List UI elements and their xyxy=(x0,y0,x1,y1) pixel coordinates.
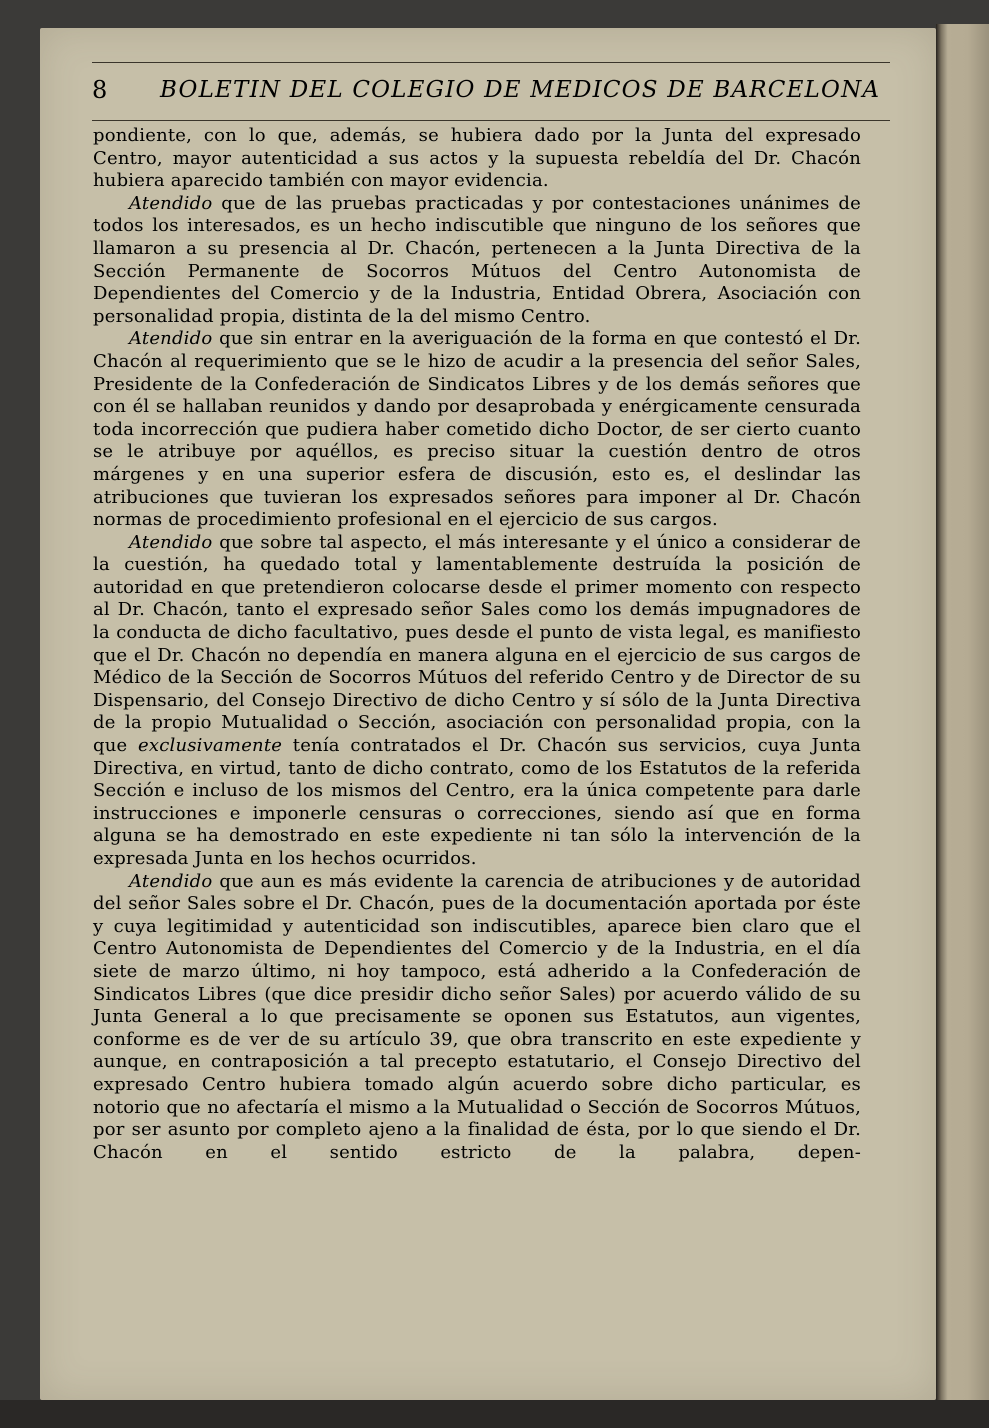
paragraph-lead: Atendido xyxy=(129,870,213,892)
paragraph-atendido-2 xyxy=(93,328,861,531)
paragraph-lead: Atendido xyxy=(129,192,213,214)
paragraph-atendido-3 xyxy=(93,532,861,871)
paragraph-atendido-1 xyxy=(93,193,861,329)
paragraph-text: que de las pruebas practicadas y por contestaciones unánimes de todos los interesados, es un hecho indiscutible que ninguno de los señores que llamaron a su presencia al Dr. Chacón, pertenecen a la Junta Directiva de la Sección Permanente de Socorros Mútuos del Centro Autonomista de Dependientes del Comercio y de la Industria, Entidad Obrera, Asociación con personalidad propia, distinta de la del mismo Centro. xyxy=(93,192,861,327)
header-rule-top xyxy=(92,62,890,63)
paragraph-text: pondiente, con lo que, además, se hubiera dado por la Junta del expresado Centro, mayor autenticidad a sus actos y la supuesta rebeldía del Dr. Chacón hubiera aparecido también con mayor evidencia. xyxy=(93,125,861,192)
paragraph-emphasis: exclusivamente xyxy=(138,735,283,757)
paragraph-text: que sobre tal aspecto, el más interesante y el único a considerar de la cuestión, ha quedado total y lamentablemente destruída la posición de autoridad en que pretendieron colocarse desde el primer momento con respecto al Dr. Chacón, tanto el expresado señor Sales como los demás impugnadores de la conducta de dicho facultativo, pues desde el punto de vista legal, es manifiesto que el Dr. Chacón no dependía en manera alguna en el ejercicio de sus cargos de Médico de la Sección de Socorros Mútuos del referido Centro y de Director de su Dispensario, del Consejo Directivo de dicho Centro y sí sólo de la Junta Directiva de la propio Mutualidad o Sección, asociación con personalidad propia, con la que xyxy=(93,531,861,757)
scan-bottom-border xyxy=(0,1400,989,1428)
paragraph-text: que aun es más evidente la carencia de atribuciones y de autoridad del señor Sales sobre el Dr. Chacón, pues de la documentación aportada por éste y cuya legitimidad y autenticidad son indiscutibles, aparece bien claro que el Centro Autonomista de Dependientes del Comercio y de la Industria, en el día siete de marzo último, ni hoy tampoco, está adherido a la Confederación de Sindicatos Libres (que dice presidir dicho señor Sales) por acuerdo válido de su Junta General a lo que precisamente se oponen sus Estatutos, aun vigentes, conforme es de ver de su artículo 39, que obra transcrito en este expediente y aunque, en contraposición a tal precepto estatutario, el Consejo Directivo del expresado Centro hubiera tomado algún acuerdo sobre dicho particular, es notorio que no afectaría el mismo a la Mutualidad o Sección de Socorros Mútuos, por ser asunto por completo ajeno a la finalidad de ésta, por lo que siendo el Dr. Chacón en el sentido estricto de la palabra, depen- xyxy=(93,870,861,1163)
paragraph-lead: Atendido xyxy=(129,531,213,553)
facing-page-edge xyxy=(936,24,989,1404)
journal-title: BOLETIN DEL COLEGIO DE MEDICOS DE BARCELONA xyxy=(160,77,881,103)
paragraph-atendido-4 xyxy=(93,871,861,1165)
paragraph-text: que sin entrar en la averiguación de la forma en que contestó el Dr. Chacón al requerimiento que se le hizo de acudir a la presencia del señor Sales, Presidente de la Confederación de Sindicatos Libres y de los demás señores que con él se hallaban reunidos y dando por desaprobada y enérgicamente censurada toda incorrección que pudiera haber cometido dicho Doctor, de ser cierto cuanto se le atribuye por aquéllos, es preciso situar la cuestión dentro de otros márgenes y en una superior esfera de discusión, esto es, el deslindar las atribuciones que tuvieran los expresados señores para imponer al Dr. Chacón normas de procedimiento profesional en el ejercicio de sus cargos. xyxy=(93,328,861,531)
paragraph-continuation xyxy=(93,125,861,193)
page-number: 8 xyxy=(92,76,108,104)
paragraph-lead: Atendido xyxy=(129,328,213,350)
header-rule-bottom xyxy=(92,120,890,121)
paragraph-text: tenía contratados el Dr. Chacón sus servicios, cuya Junta Directiva, en virtud, tanto de dicho contrato, como de los Estatutos de la referida Sección e incluso de los mismos del Centro, era la única competente para darle instrucciones e imponerle censuras o correcciones, siendo así que en forma alguna se ha demostrado en este expediente ni tan sólo la intervención de la expresada Junta en los hechos ocurridos. xyxy=(93,735,862,869)
running-header xyxy=(92,62,890,122)
body-text xyxy=(93,125,861,1164)
